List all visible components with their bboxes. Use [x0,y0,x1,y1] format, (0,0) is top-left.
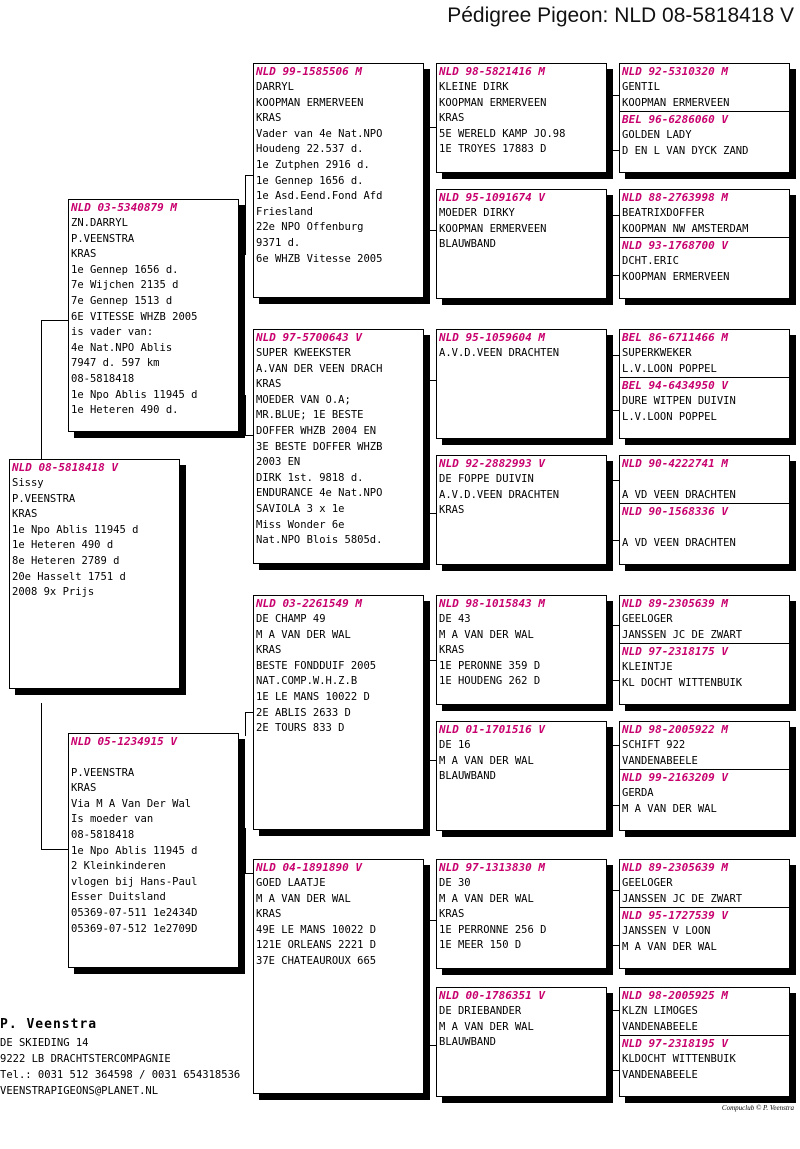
card-line: BLAUWBAND [439,238,496,251]
phone-line: Tel.: 0031 512 364598 / 0031 654318536 [0,1069,241,1081]
card-line: A VD VEEN DRACHTEN [622,488,736,501]
ring-number: NLD 89-2305639 M [622,861,728,874]
ring-number: NLD 90-4222741 M [622,457,728,470]
card-lines [437,738,606,785]
card-line: KOOPMAN ERMERVEEN [622,96,730,109]
great-grandparent-card [436,859,607,969]
card-line: KRAS [12,508,38,521]
card-line: GEELOGER [622,613,673,625]
ring-number: NLD 05-1234915 V [71,735,177,748]
connector-line [428,127,429,187]
card-line: KRAS [71,248,97,261]
owner-address [0,1015,240,1099]
card-line: KOOPMAN ERMERVEEN [622,270,730,283]
ring-number: NLD 98-2005922 M [622,723,728,736]
card-line: A.VAN DER VEEN DRACH [256,362,383,375]
mother-card [68,733,239,968]
card-lines [437,206,606,253]
great-grandparent-card [436,63,607,173]
ring-number: NLD 08-5818418 V [12,461,118,474]
ring-number: NLD 01-1701516 V [439,723,545,736]
card-line: GENTIL [622,81,660,93]
card-line: vlogen bij Hans-Paul [71,875,198,888]
card-line: 2003 EN [256,456,301,469]
great-great-grandparents-card [619,63,790,173]
ring-number: NLD 97-2318195 V [620,1035,789,1052]
card-line: GERDA [622,787,654,800]
card-line: M A VAN DER WAL [439,754,534,767]
connector-line [245,828,246,873]
card-line: KRAS [256,644,282,657]
card-line: 05369-07-512 1e2709D [71,922,198,935]
card-line: M A VAN DER WAL [622,802,717,815]
card-line: KRAS [256,378,282,391]
card-line: 2E TOURS 833 D [256,722,345,735]
card-line: Nat.NPO Blois 5805d. [256,534,383,547]
connector-line [41,703,42,849]
ring-number: NLD 98-5821416 M [439,65,545,78]
card-lines [69,750,238,937]
card-lines [620,612,789,643]
ring-number: NLD 03-2261549 M [256,597,362,610]
card-line: A.V.D.VEEN DRACHTEN [439,488,560,501]
ring-number: NLD 99-1585506 M [256,65,362,78]
card-line: Friesland [256,205,313,218]
card-line: Esser Duitsland [71,891,166,904]
card-line: A.V.D.VEEN DRACHTEN [439,347,560,359]
card-line: BLAUWBAND [439,770,496,783]
ring-number: BEL 94-6434950 V [620,377,789,394]
card-line: DE 43 [439,613,471,625]
great-grandparent-card [436,987,607,1097]
card-lines [620,254,789,285]
card-line: A VD VEEN DRACHTEN [622,536,736,549]
card-line: L.V.LOON POPPEL [622,410,717,423]
subject-card [9,459,180,689]
card-line: 08-5818418 [71,372,135,385]
card-line: 2 Kleinkinderen [71,860,166,873]
card-line: M A VAN DER WAL [439,892,534,905]
card-line: ENDURANCE 4e Nat.NPO [256,487,383,500]
card-line: SUPER KWEEKSTER [256,347,351,359]
great-great-grandparents-card [619,189,790,299]
card-line [620,472,789,488]
card-line: BESTE FONDDUIF 2005 [256,659,377,672]
card-line: KRAS [256,112,282,125]
card-line: VANDENABEELE [622,1020,698,1033]
card-line: DARRYL [256,81,294,93]
credit-line: Compuclub © P. Veenstra [721,1104,794,1112]
card-lines [254,346,423,549]
card-line: 6e WHZB Vitesse 2005 [256,252,383,265]
card-line: KRAS [439,112,465,125]
card-lines [620,924,789,955]
card-line: 1e Heteren 490 d. [71,404,179,417]
card-line: DE 16 [439,739,471,751]
ring-number: NLD 97-5700643 V [256,331,362,344]
card-line: 5E WERELD KAMP JO.98 [439,127,566,140]
card-line: P.VEENSTRA [71,232,135,245]
card-line: KLEINTJE [622,661,673,674]
card-line: 1e Asd.Eend.Fond Afd [256,190,383,203]
card-lines [620,1004,789,1035]
card-line: MOEDER DIRKY [439,207,515,219]
connector-line [611,95,612,150]
card-line: GOLDEN LADY [622,129,692,142]
card-line: 20e Hasselt 1751 d [12,570,126,583]
card-line: 6E VITESSE WHZB 2005 [71,310,198,323]
card-line: MR.BLUE; 1E BESTE [256,409,364,422]
card-line: KLDOCHT WITTENBUIK [622,1053,736,1066]
card-line: KLEINE DIRK [439,81,509,93]
card-line: 1e Zutphen 2916 d. [256,158,370,171]
ring-number: NLD 97-2318175 V [620,643,789,660]
ring-number: NLD 88-2763998 M [622,191,728,204]
ring-number: NLD 97-1313830 M [439,861,545,874]
card-line: KRAS [256,908,282,921]
card-lines [69,216,238,419]
card-line: DOFFER WHZB 2004 EN [256,424,377,437]
card-line: 37E CHATEAUROUX 665 [256,954,377,967]
granddam-card [253,859,424,1094]
card-line: Is moeder van [71,813,154,826]
ring-number: NLD 89-2305639 M [622,597,728,610]
connector-line [245,395,246,435]
card-line: 05369-07-511 1e2434D [71,906,198,919]
card-line: 1e Npo Ablis 11945 d [71,844,198,857]
card-line: DE 30 [439,877,471,889]
card-line: BLAUWBAND [439,1036,496,1049]
card-line: DCHT.ERIC [622,255,679,268]
card-line: SUPERKWEKER [622,347,692,359]
ring-number: BEL 96-6286060 V [620,111,789,128]
card-line: ZN.DARRYL [71,217,128,229]
page-title: Pédigree Pigeon: NLD 08-5818418 V [447,4,794,27]
card-line: 1E HOUDENG 262 D [439,675,541,688]
card-lines [10,476,179,601]
card-lines [620,346,789,377]
ring-number: NLD 92-5310320 M [622,65,728,78]
grandsire-card [253,595,424,830]
card-lines [620,738,789,769]
card-line: M A VAN DER WAL [439,1020,534,1033]
card-line: P.VEENSTRA [71,766,135,779]
address-line: 9222 LB DRACHTSTERCOMPAGNIE [0,1053,171,1065]
ring-number: NLD 95-1091674 V [439,191,545,204]
owner-name: P. Veenstra [0,1017,98,1032]
card-line: 1E MEER 150 D [439,939,522,952]
card-line: 08-5818418 [71,828,135,841]
ring-number: NLD 04-1891890 V [256,861,362,874]
father-card [68,199,239,432]
connector-line [611,480,612,540]
card-line: Miss Wonder 6e [256,518,345,531]
card-line: 1e Npo Ablis 11945 d [71,388,198,401]
grandsire-card [253,63,424,298]
card-line: M A VAN DER WAL [256,628,351,641]
card-line: 1E PERRONNE 256 D [439,923,547,936]
ring-number: NLD 99-2163209 V [620,769,789,786]
card-line: Houdeng 22.537 d. [256,143,364,156]
card-line: L.V.LOON POPPEL [622,362,717,375]
connector-line [611,625,612,680]
card-line: GEELOGER [622,877,673,889]
card-line: 1E TROYES 17883 D [439,143,547,156]
card-line: 7e Gennep 1513 d [71,294,173,307]
great-grandparent-card [436,595,607,705]
email-line: VEENSTRAPIGEONS@PLANET.NL [0,1085,159,1097]
card-line: KRAS [439,908,465,921]
connector-line [245,712,246,736]
connector-line [611,890,612,945]
card-line: DURE WITPEN DUIVIN [622,395,736,408]
card-line: 121E ORLEANS 2221 D [256,939,377,952]
card-line: 1e Gennep 1656 d. [256,174,364,187]
card-line: KOOPMAN ERMERVEEN [256,96,364,109]
card-lines [254,876,423,970]
card-line: KL DOCHT WITTENBUIK [622,676,743,689]
card-line: JANSSEN V LOON [622,925,711,938]
card-line: KRAS [439,644,465,657]
card-line: DE FOPPE DUIVIN [439,473,534,485]
card-line: 1e Gennep 1656 d. [71,263,179,276]
card-line: 1E LE MANS 10022 D [256,690,370,703]
connector-line [428,920,429,1045]
card-line: KOOPMAN ERMERVEEN [439,222,547,235]
card-line: Vader van 4e Nat.NPO [256,127,383,140]
card-lines [437,612,606,690]
great-grandparent-card [436,189,607,299]
great-great-grandparents-card [619,595,790,705]
card-line: GOED LAATJE [256,877,326,889]
connector-line [611,745,612,805]
card-line: 4e Nat.NPO Ablis [71,341,173,354]
card-line: JANSSEN JC DE ZWART [622,892,743,905]
card-line: 22e NPO Offenburg [256,221,364,234]
card-line: DE CHAMP 49 [256,613,326,625]
card-lines [254,80,423,267]
address-line: DE SKIEDING 14 [0,1037,89,1049]
card-lines [620,660,789,691]
card-line: 1E PERONNE 359 D [439,659,541,672]
card-line: DIRK 1st. 9818 d. [256,471,364,484]
card-line: 9371 d. [256,236,301,249]
ring-number: NLD 93-1768700 V [620,237,789,254]
card-line: Sissy [12,477,44,489]
connector-line [41,849,69,850]
card-line: M A VAN DER WAL [439,628,534,641]
great-great-grandparents-card [619,987,790,1097]
card-line: M A VAN DER WAL [256,892,351,905]
card-line: KOOPMAN ERMERVEEN [439,96,547,109]
ring-number: NLD 03-5340879 M [71,201,177,214]
connector-line [428,660,429,760]
great-great-grandparents-card [619,859,790,969]
ring-number: NLD 98-2005925 M [622,989,728,1002]
ring-number: BEL 86-6711466 M [622,331,728,344]
ring-number: NLD 90-1568336 V [620,503,789,520]
card-lines [620,128,789,159]
card-line: is vader van: [71,326,154,339]
card-line: JANSSEN JC DE ZWART [622,628,743,641]
card-lines [437,80,606,158]
card-lines [254,612,423,737]
card-lines [620,80,789,111]
card-line: BEATRIXDOFFER [622,207,705,219]
card-line: SAVIOLA 3 x 1e [256,502,345,515]
great-grandparent-card [436,455,607,565]
card-line: 1e Npo Ablis 11945 d [12,523,139,536]
card-lines [620,876,789,907]
card-line: D EN L VAN DYCK ZAND [622,144,749,157]
card-line: MOEDER VAN O.A; [256,393,351,406]
card-line: VANDENABEELE [622,1068,698,1081]
card-line: 2008 9x Prijs [12,586,95,599]
card-line: KRAS [439,504,465,517]
card-line: 7e Wijchen 2135 d [71,279,179,292]
granddam-card [253,329,424,564]
card-line: 8e Heteren 2789 d [12,554,120,567]
card-line: DE DRIEBANDER [439,1005,522,1017]
card-lines [620,1052,789,1083]
card-line: KLZN LIMOGES [622,1005,698,1017]
card-lines [620,520,789,551]
card-line: 7947 d. 597 km [71,357,160,370]
card-line [69,750,238,766]
card-lines [437,346,606,362]
card-line: VANDENABEELE [622,754,698,767]
card-lines [620,394,789,425]
card-line: NAT.COMP.W.H.Z.B [256,675,358,688]
connector-line [245,175,246,255]
great-great-grandparents-card [619,721,790,831]
card-line [620,520,789,536]
card-lines [437,876,606,954]
card-line: P.VEENSTRA [12,492,76,505]
ring-number: NLD 98-1015843 M [439,597,545,610]
card-lines [437,1004,606,1051]
card-line: Via M A Van Der Wal [71,797,192,810]
card-line: 49E LE MANS 10022 D [256,923,377,936]
ring-number: NLD 95-1059604 M [439,331,545,344]
card-line: 3E BESTE DOFFER WHZB [256,440,383,453]
card-lines [620,206,789,237]
card-line: 1e Heteren 490 d [12,539,114,552]
card-line: KOOPMAN NW AMSTERDAM [622,222,749,235]
card-lines [620,786,789,817]
card-line: M A VAN DER WAL [622,940,717,953]
card-line: SCHIFT 922 [622,739,686,751]
card-lines [620,472,789,503]
card-line: 2E ABLIS 2633 D [256,706,351,719]
great-great-grandparents-card [619,455,790,565]
card-line: KRAS [71,782,97,795]
great-grandparent-card [436,329,607,439]
connector-line [41,320,69,321]
connector-line [611,1010,612,1070]
ring-number: NLD 95-1727539 V [620,907,789,924]
ring-number: NLD 92-2882993 V [439,457,545,470]
connector-line [611,215,612,275]
connector-line [41,320,42,460]
ring-number: NLD 00-1786351 V [439,989,545,1002]
great-great-grandparents-card [619,329,790,439]
card-lines [437,472,606,519]
great-grandparent-card [436,721,607,831]
connector-line [428,380,429,513]
connector-line [611,355,612,410]
